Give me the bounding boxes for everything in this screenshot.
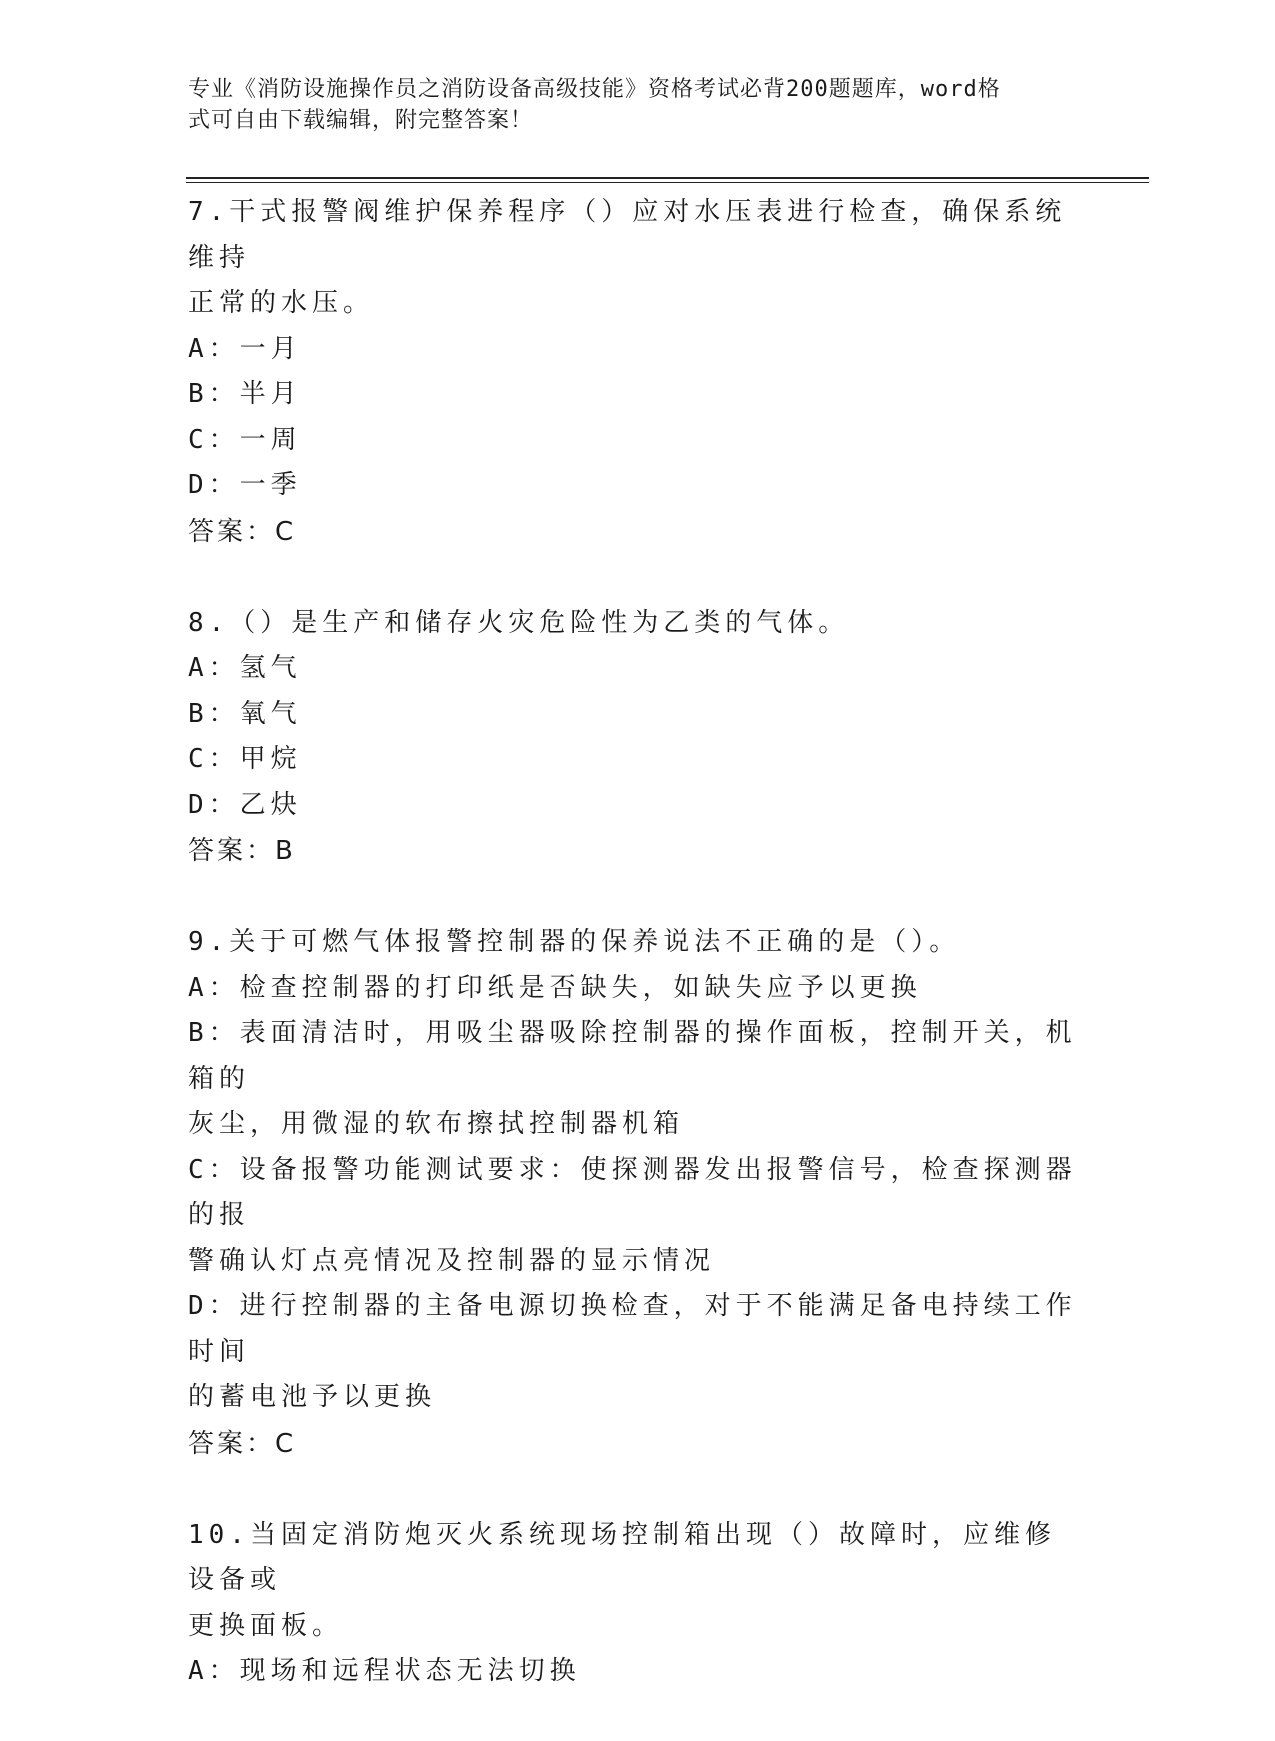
- answer-option: D：一季: [188, 470, 302, 500]
- question-stem: 7.干式报警阀维护保养程序（）应对水压表进行检查，确保系统维持: [188, 197, 1067, 273]
- question-block: [188, 601, 1078, 875]
- answer-option: C：甲烷: [188, 744, 302, 774]
- header-divider-thin: [186, 182, 1149, 183]
- question-stem: 更换面板。: [188, 1610, 344, 1641]
- question-block: [188, 190, 1078, 555]
- document-header: [188, 74, 1068, 136]
- answer-option: D：进行控制器的主备电源切换检查，对于不能满足备电持续工作时间: [188, 1291, 1077, 1367]
- answer-option: 的蓄电池予以更换: [188, 1382, 437, 1412]
- answer-key: 答案：C: [188, 516, 297, 547]
- answer-option: C：设备报警功能测试要求：使探测器发出报警信号，检查探测器的报: [188, 1154, 1077, 1230]
- question-block: [188, 1513, 1078, 1695]
- answer-option: A：一月: [188, 333, 302, 364]
- header-divider: [186, 177, 1149, 179]
- question-block: [188, 920, 1078, 1467]
- header-line: 专业《消防设施操作员之消防设备高级技能》资格考试必背200题题库，word格: [188, 77, 1001, 102]
- answer-option: B：表面清洁时，用吸尘器吸除控制器的操作面板，控制开关，机箱的: [188, 1018, 1077, 1094]
- answer-key: 答案：C: [188, 1428, 297, 1459]
- question-stem: 10.当固定消防炮灭火系统现场控制箱出现（）故障时，应维修设备或: [188, 1519, 1056, 1595]
- question-list: [188, 190, 1078, 1741]
- question-stem: 正常的水压。: [188, 288, 375, 318]
- answer-option: C：一周: [188, 424, 302, 455]
- answer-option: A：现场和远程状态无法切换: [188, 1656, 581, 1686]
- answer-option: D：乙炔: [188, 789, 302, 820]
- answer-option: A：检查控制器的打印纸是否缺失，如缺失应予以更换: [188, 972, 922, 1003]
- answer-option: A：氢气: [188, 653, 302, 683]
- answer-key: 答案：B: [188, 836, 296, 866]
- header-line: 式可自由下载编辑，附完整答案！: [188, 108, 534, 133]
- answer-option: 灰尘，用微湿的软布擦拭控制器机箱: [188, 1109, 685, 1139]
- answer-option: 警确认灯点亮情况及控制器的显示情况: [188, 1245, 716, 1276]
- answer-option: B：氧气: [188, 698, 302, 729]
- question-stem: 8.（）是生产和储存火灾危险性为乙类的气体。: [188, 607, 850, 638]
- question-stem: 9.关于可燃气体报警控制器的保养说法不正确的是（）。: [188, 927, 961, 957]
- answer-option: B：半月: [188, 379, 302, 409]
